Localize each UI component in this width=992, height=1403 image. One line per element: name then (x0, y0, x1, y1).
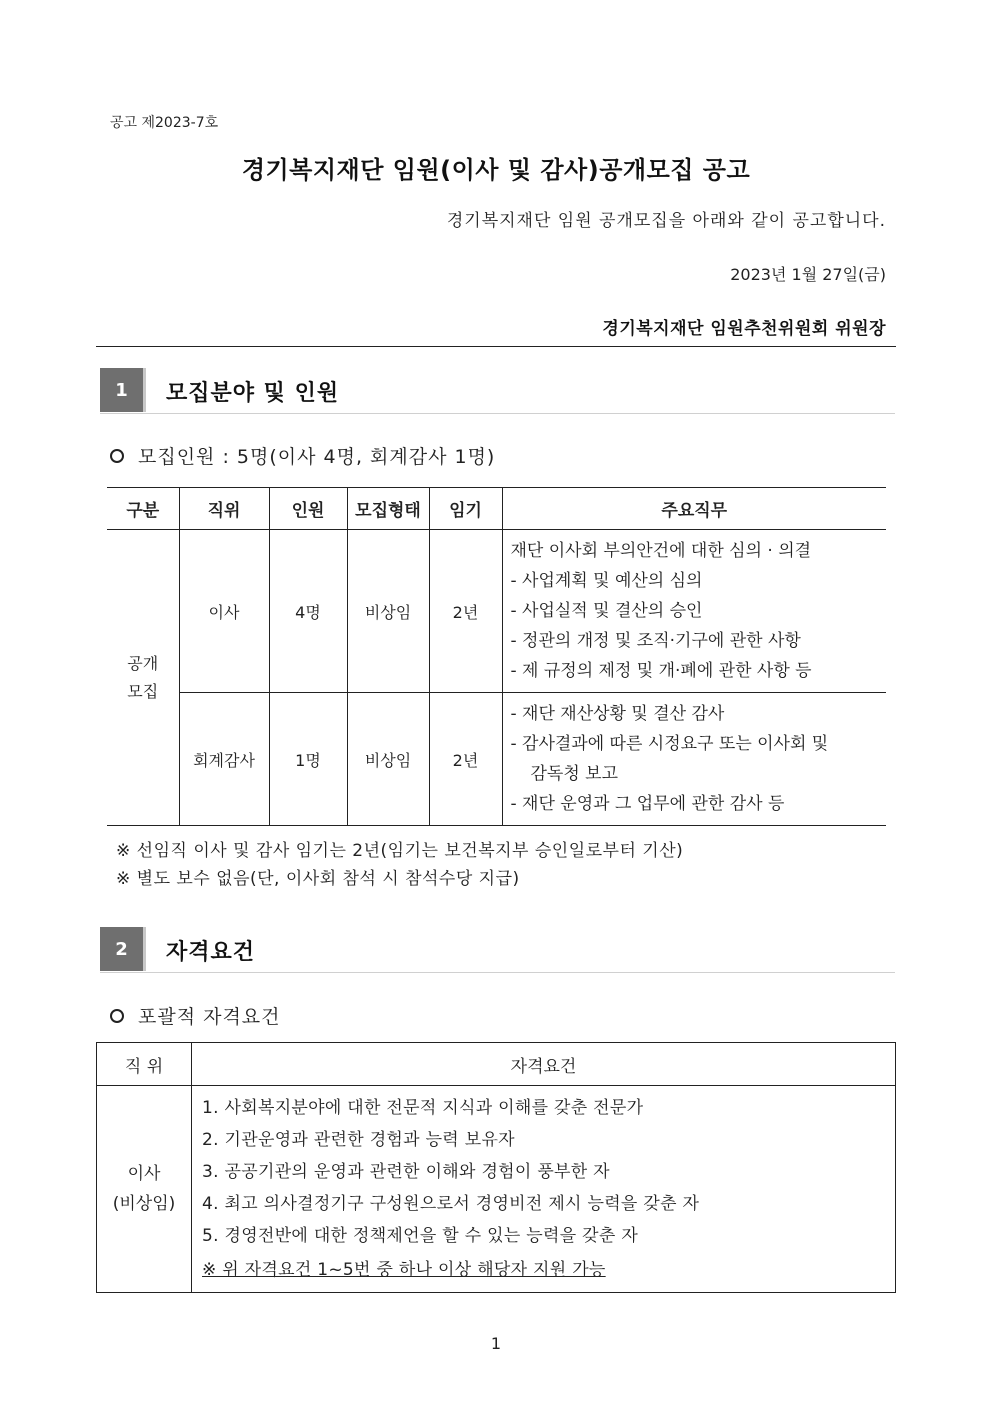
header-position: 직위 (179, 488, 269, 530)
circle-bullet-icon (110, 449, 124, 463)
duty-line: - 사업실적 및 결산의 승인 (510, 601, 703, 621)
duty-line: - 재단 재산상황 및 결산 감사 (510, 704, 725, 724)
requirement-item: 3. 공공기관의 운영과 관련한 이해와 경험이 풍부한 자 (202, 1162, 610, 1182)
circle-bullet-icon (110, 1009, 124, 1023)
duties-cell (502, 530, 886, 693)
section-2-number: 2 (100, 927, 146, 971)
position-cell: 이사 (179, 530, 269, 693)
qualification-heading: 포괄적 자격요건 (138, 1006, 281, 1028)
header-qualification: 자격요건 (192, 1043, 896, 1086)
position-cell (97, 1086, 192, 1293)
section-2-bullet (110, 1002, 281, 1029)
document-title: 경기복지재단 임원(이사 및 감사)공개모집 공고 (241, 156, 751, 184)
issuer: 경기복지재단 임원추천위원회 위원장 (602, 319, 886, 339)
header-duties: 주요직무 (502, 488, 886, 530)
position-cell: 회계감사 (179, 693, 269, 826)
recruitment-table (107, 487, 886, 826)
table-row (107, 693, 886, 826)
section-1-bullet (110, 442, 495, 469)
position-label: 이사 (127, 1164, 161, 1184)
requirement-item: 4. 최고 의사결정기구 구성원으로서 경영비전 제시 능력을 갖춘 자 (202, 1194, 700, 1214)
recruit-count-text: 모집인원 : 5명(이사 4명, 회계감사 1명) (138, 446, 496, 468)
notice-date: 2023년 1월 27일(금) (730, 265, 886, 284)
requirement-note: ※ 위 자격요건 1~5번 중 하나 이상 해당자 지원 가능 (202, 1260, 606, 1280)
section-2-title: 자격요건 (166, 940, 256, 965)
count-cell: 4명 (269, 530, 347, 693)
page-number: 1 (490, 1334, 502, 1353)
group-label-line1: 공개 (127, 653, 159, 673)
group-cell (107, 530, 179, 826)
section-2-header (100, 927, 895, 973)
table-row (97, 1086, 896, 1293)
header-category: 구분 (107, 488, 179, 530)
section-1-header (100, 368, 895, 414)
group-label-line2: 모집 (127, 681, 159, 701)
requirement-item: 1. 사회복지분야에 대한 전문적 지식과 이해를 갖춘 전문가 (202, 1098, 644, 1118)
duty-line: 감독청 보고 (530, 764, 619, 784)
header-type: 모집형태 (347, 488, 429, 530)
intro-text: 경기복지재단 임원 공개모집을 아래와 같이 공고합니다. (446, 211, 886, 231)
duty-line: - 재단 운영과 그 업무에 관한 감사 등 (510, 794, 785, 814)
duties-cell (502, 693, 886, 826)
remark-line: ※ 별도 보수 없음(단, 이사회 참석 시 참석수당 지급) (116, 869, 520, 889)
term-cell: 2년 (429, 693, 502, 826)
notice-number: 공고 제2023-7호 (110, 115, 219, 131)
duty-line: - 정관의 개정 및 조직·기구에 관한 사항 (510, 631, 801, 651)
duty-line: - 제 규정의 제정 및 개·폐에 관한 사항 등 (510, 661, 812, 681)
requirement-item: 2. 기관운영과 관련한 경험과 능력 보유자 (202, 1130, 515, 1150)
type-cell: 비상임 (347, 530, 429, 693)
count-cell: 1명 (269, 693, 347, 826)
table-header-row (107, 488, 886, 530)
duty-line: - 감사결과에 따른 시정요구 또는 이사회 및 (510, 734, 829, 754)
requirements-cell (192, 1086, 896, 1293)
table-header-row (97, 1043, 896, 1086)
requirement-item: 5. 경영전반에 대한 정책제언을 할 수 있는 능력을 갖춘 자 (202, 1226, 639, 1246)
table-row (107, 530, 886, 693)
duty-line: 재단 이사회 부의안건에 대한 심의 · 의결 (510, 541, 812, 561)
header-count: 인원 (269, 488, 347, 530)
type-cell: 비상임 (347, 693, 429, 826)
header-term: 임기 (429, 488, 502, 530)
header-divider (96, 346, 896, 347)
remark-line: ※ 선임직 이사 및 감사 임기는 2년(임기는 보건복지부 승인일로부터 기산) (116, 841, 684, 861)
position-type: (비상임) (112, 1194, 176, 1214)
section-1-title: 모집분야 및 인원 (166, 381, 340, 406)
header-position: 직 위 (97, 1043, 192, 1086)
section-1-number: 1 (100, 368, 146, 412)
qualification-table (96, 1042, 896, 1293)
duty-line: - 사업계획 및 예산의 심의 (510, 571, 703, 591)
term-cell: 2년 (429, 530, 502, 693)
